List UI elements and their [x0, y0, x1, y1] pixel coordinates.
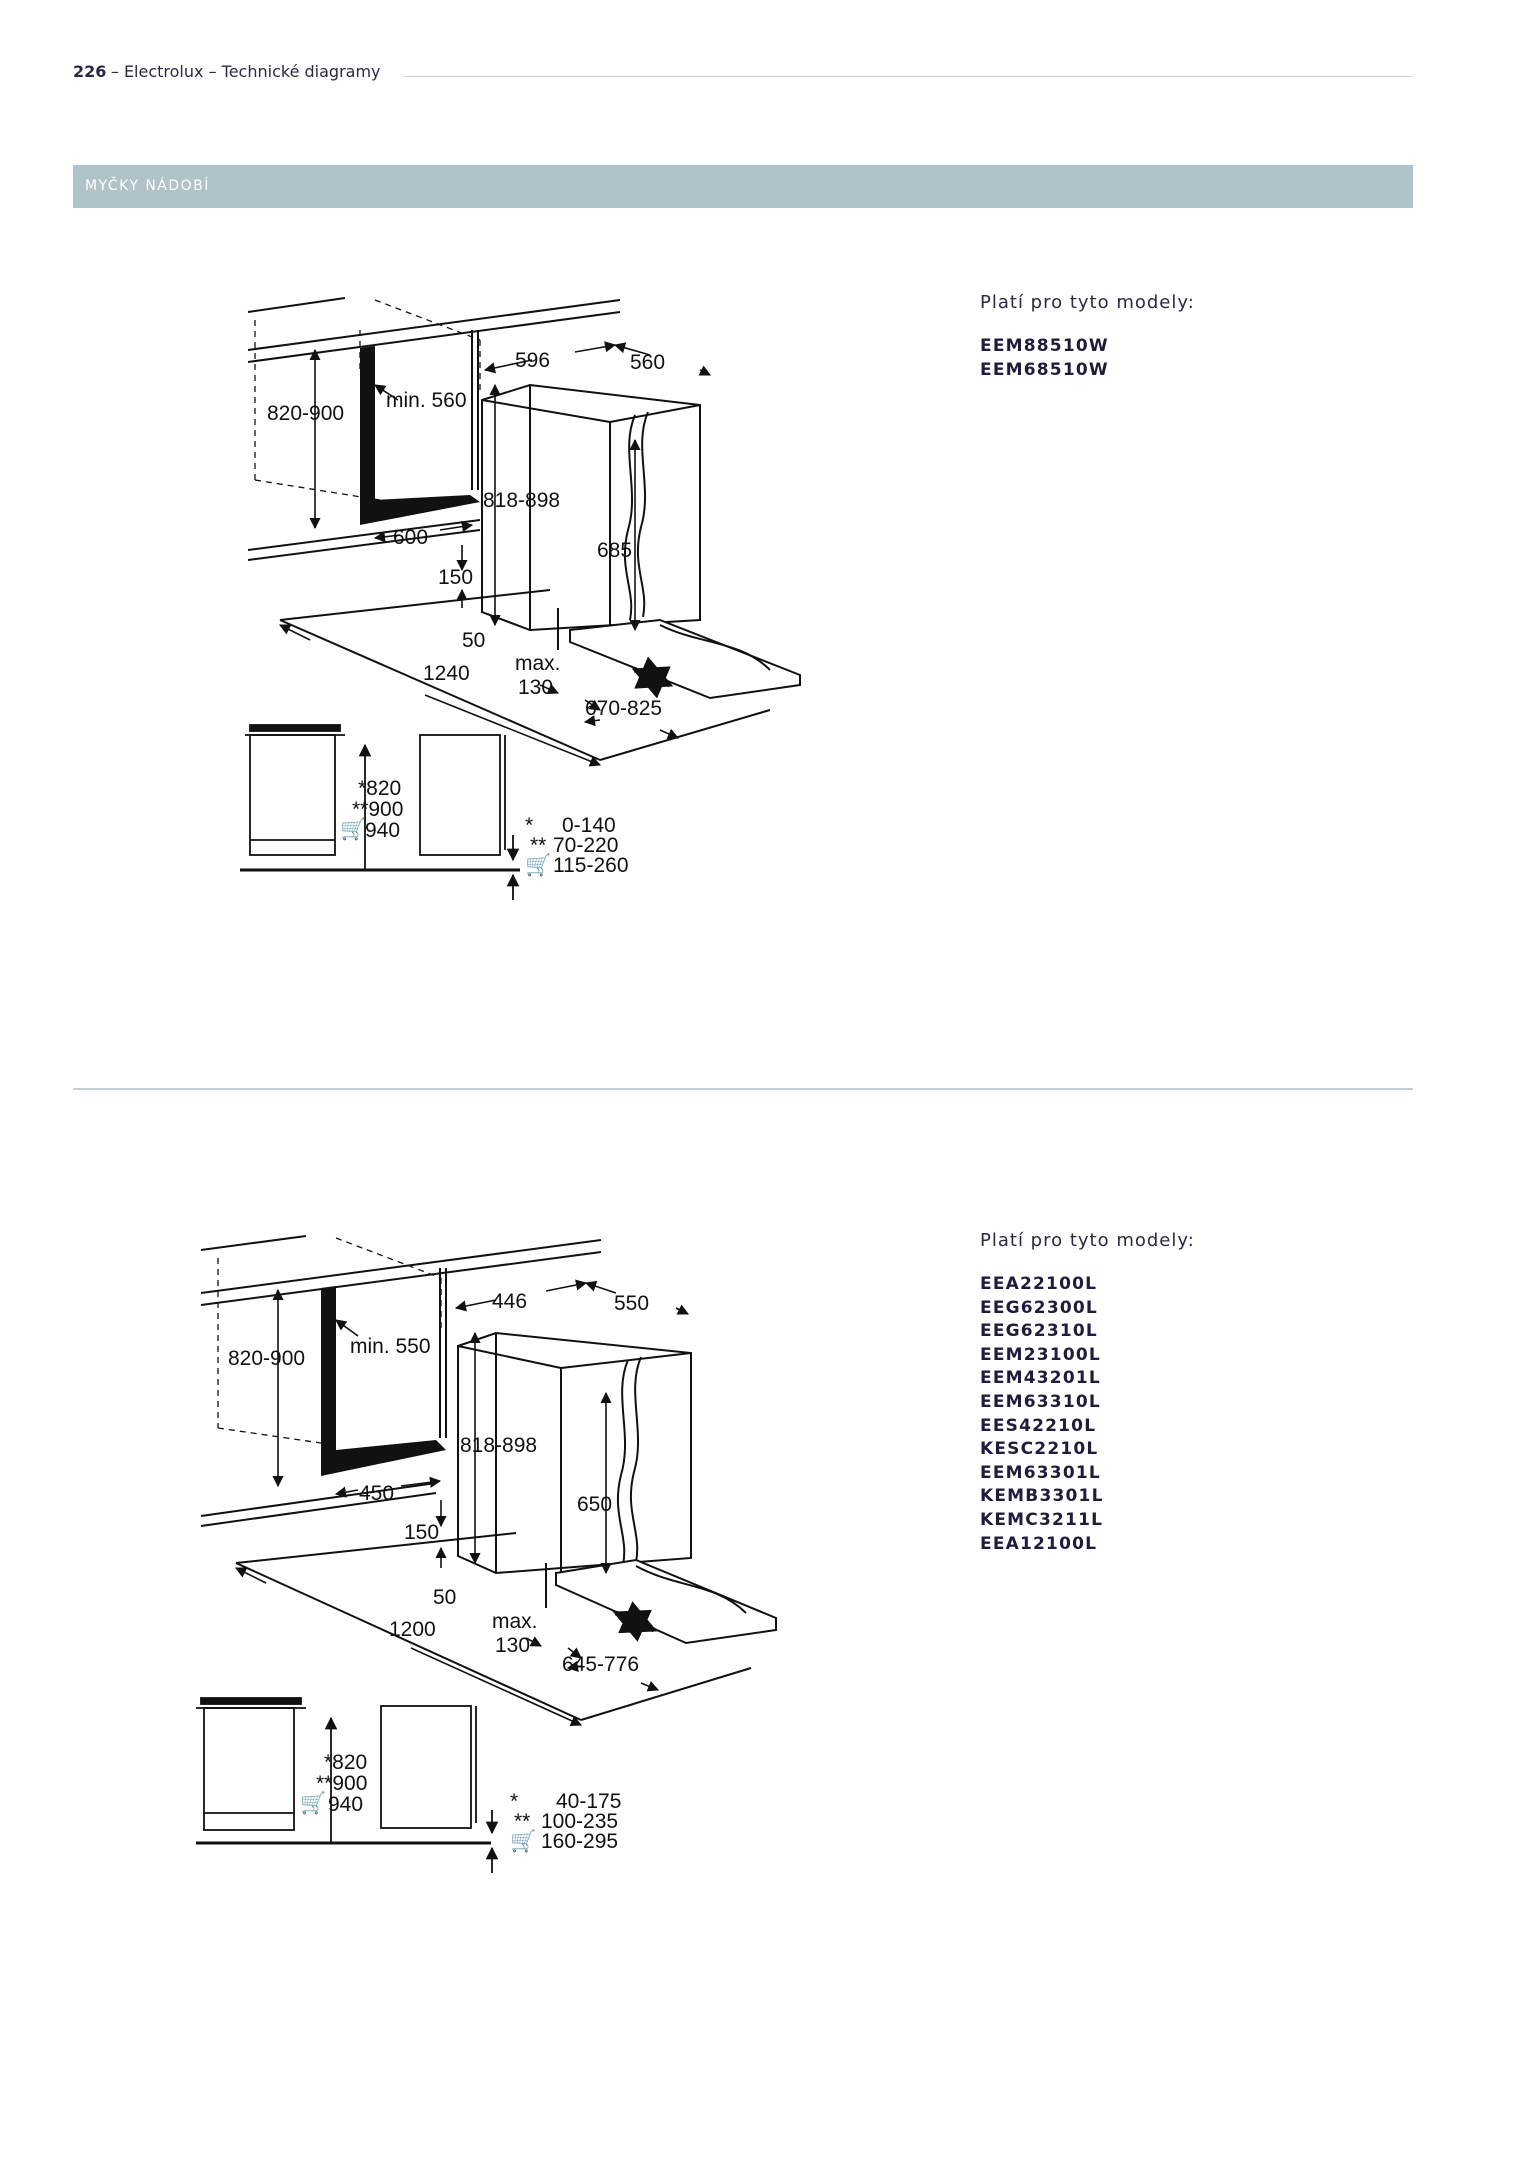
- dim-max-value: 130: [495, 1634, 531, 1657]
- dim-door-travel: 670-825: [585, 697, 663, 720]
- side-height-2: **900: [352, 798, 404, 821]
- page-title: – Electrolux – Technické diagramy: [110, 62, 381, 81]
- cart-icon-1: 🛒: [300, 1792, 327, 1815]
- side-range-2: 100-235: [541, 1810, 619, 1833]
- cart-icon-1: 🛒: [340, 818, 367, 841]
- side-height-3: 940: [365, 819, 401, 842]
- dim-niche-width: 450: [359, 1482, 395, 1505]
- dim-door-height: 650: [577, 1493, 613, 1516]
- side-range-2-star: **: [514, 1810, 531, 1833]
- dim-min-depth: min. 550: [350, 1335, 431, 1358]
- dim-max-value: 130: [518, 676, 554, 699]
- cart-icon-2: 🛒: [525, 854, 552, 877]
- model-item: EEA12100L: [980, 1533, 1098, 1554]
- dim-total-depth: 1200: [389, 1618, 436, 1641]
- dim-niche-width: 600: [393, 526, 429, 549]
- cart-icon-2: 🛒: [510, 1830, 537, 1853]
- model-item: EEM68510W: [980, 359, 1109, 380]
- section-band: [73, 165, 1413, 208]
- model-item: KESC2210L: [980, 1439, 1099, 1460]
- model-list-1: [980, 292, 1195, 382]
- model-item: EEM88510W: [980, 336, 1109, 356]
- model-item: EEG62310L: [980, 1321, 1098, 1342]
- dim-door-travel: 645-776: [562, 1653, 640, 1676]
- page-number: 226: [73, 62, 107, 81]
- side-range-1: 0-140: [562, 814, 616, 837]
- side-range-3: 115-260: [553, 854, 629, 877]
- dim-top-width: 596: [515, 349, 551, 372]
- model-item: EEM43201L: [980, 1368, 1101, 1389]
- model-item: EEM63301L: [980, 1462, 1101, 1483]
- side-height-2: **900: [316, 1772, 368, 1795]
- dim-niche-height: 820-900: [267, 402, 345, 425]
- dim-total-depth: 1240: [423, 662, 470, 685]
- section-divider: [73, 1088, 1413, 1090]
- dim-niche-height: 820-900: [228, 1347, 306, 1370]
- header-rule: [403, 76, 1413, 77]
- dim-plinth: 150: [404, 1521, 440, 1544]
- installation-diagram-1: [240, 290, 840, 910]
- model-item: EES42210L: [980, 1415, 1097, 1436]
- side-height-3: 940: [328, 1793, 364, 1816]
- model-item: KEMC3211L: [980, 1509, 1104, 1530]
- dim-top-depth: 550: [614, 1292, 650, 1315]
- side-range-1-star: *: [525, 814, 534, 837]
- side-height-1: *820: [324, 1751, 368, 1774]
- dim-unit-height: 818-898: [483, 489, 561, 512]
- models-intro: Platí pro tyto modely:: [980, 292, 1195, 313]
- dim-gap: 50: [462, 629, 486, 652]
- dim-max-label: max.: [492, 1610, 538, 1633]
- dim-gap: 50: [433, 1586, 457, 1609]
- installation-diagram-2: [196, 1228, 816, 1888]
- model-item: EEA22100L: [980, 1274, 1098, 1294]
- model-item: EEM63310L: [980, 1391, 1101, 1412]
- model-item: EEM23100L: [980, 1344, 1101, 1365]
- page-header: [73, 62, 1413, 88]
- dim-min-depth: min. 560: [386, 389, 467, 412]
- model-list-2: [980, 1230, 1195, 1556]
- side-range-1-star: *: [510, 1790, 519, 1813]
- side-height-1: *820: [358, 777, 402, 800]
- models-intro: Platí pro tyto modely:: [980, 1230, 1195, 1251]
- section-title: MYČKY NÁDOBÍ: [85, 178, 210, 194]
- side-range-1: 40-175: [556, 1790, 622, 1813]
- model-item: EEG62300L: [980, 1297, 1098, 1318]
- side-range-2-star: **: [530, 834, 547, 857]
- dim-top-depth: 560: [630, 351, 666, 374]
- dim-door-height: 685: [597, 539, 633, 562]
- dim-unit-height: 818-898: [460, 1434, 538, 1457]
- side-range-2: 70-220: [553, 834, 619, 857]
- model-item: KEMB3301L: [980, 1486, 1104, 1507]
- side-range-3: 160-295: [541, 1830, 619, 1853]
- dim-max-label: max.: [515, 652, 561, 675]
- dim-top-width: 446: [492, 1290, 528, 1313]
- dim-plinth: 150: [438, 566, 474, 589]
